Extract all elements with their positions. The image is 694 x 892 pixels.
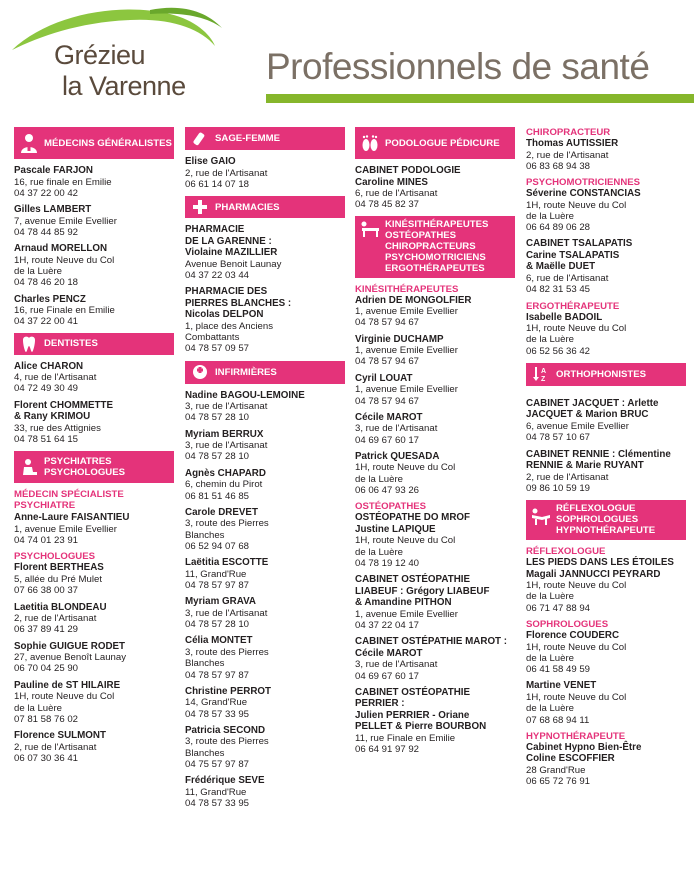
entry-phone: 04 78 46 20 18 [14,277,79,289]
entry-address: 33, rue des Attignies [14,422,101,434]
entry-address: 1H, route Neuve du Col [526,641,627,653]
list-item [355,636,515,682]
list-item [355,412,515,446]
entry-name: CABINET OSTÉOPATHIE PERRIER : [355,686,471,710]
entry-address: Combattants [185,331,240,343]
list-item [355,373,515,407]
list-item [185,507,345,552]
entry-address: 3, rue de l'Artisanat [355,423,438,435]
entry-name: Martine VENET [526,680,597,692]
entry-phone: 04 82 31 53 45 [526,284,591,296]
entry-name-2: PIERRES BLANCHES : [185,297,292,309]
entry-name: Pascale FARJON [14,165,93,176]
page-title: Professionnels de santé [266,46,650,87]
entry-address: 1H, route Neuve du Col [526,691,627,703]
kine-list [355,284,515,756]
pharmacies-list [185,224,345,354]
list-item [14,562,174,596]
massage-table-icon [355,219,385,274]
entry-phone: 06 61 14 07 18 [185,178,250,190]
entry-address: de la Luère [526,652,575,664]
entry-name-2: Caroline MINES [355,176,428,188]
entry-name-2: Carine TSALAPATIS [526,249,620,261]
entry-address: Blanches [185,747,225,759]
list-item [14,165,174,199]
section-title: KINÉSITHÉRAPEUTES [385,218,489,230]
entry-address: 16, rue Finale en Emilie [14,305,115,317]
entry-name-2: LIABEUF : Grégory LIABEUF [355,585,490,597]
section-title: ORTHOPHONISTES [556,368,647,380]
reflexo-list [526,546,686,787]
entry-name-2: DE LA GARENNE : [185,235,272,247]
section-title: PSYCHOMOTRICIENS [385,251,486,263]
entry-name: CABINET PODOLOGIE [355,165,461,176]
entry-phone: 04 78 57 09 57 [185,343,250,355]
entry-name: Florence SULMONT [14,730,106,742]
list-item [526,449,686,495]
subsection-title: CHIROPRACTEUR [526,127,611,138]
entry-phone: 09 86 10 59 19 [526,482,591,494]
entry-name: Carole DREVET [185,506,258,518]
entry-name: Patrick QUESADA [355,450,440,462]
entry-address: 2, rue de l'Artisanat [14,613,97,625]
entry-name: Virginie DUCHAMP [355,333,444,345]
section-banner-orthophonistes [526,363,686,386]
entry-name-2: Justine LAPIQUE [355,523,436,535]
entry-phone: 04 78 45 82 37 [355,199,420,211]
entry-name: Nadine BAGOU-LEMOINE [185,389,305,401]
entry-address: de la Luère [526,703,575,715]
column-4 [526,127,686,792]
list-item [526,138,686,172]
section-title: MÉDECINS GÉNÉRALISTES [44,137,172,149]
subsection-title: MÉDECIN SPÉCIALISTE PSYCHIATRE [14,489,124,512]
entry-address: 27, avenue Benoît Launay [14,652,127,664]
section-title: OSTÉOPATHES [385,229,457,241]
entry-address: 3, rue de l'Artisanat [185,401,268,413]
entry-phone: 06 83 68 94 38 [526,160,591,172]
entry-phone: 04 37 22 00 42 [14,187,79,199]
entry-name: Isabelle BADOIL [526,311,603,323]
entry-name: CABINET JACQUET : Arlette [526,397,659,409]
section-banner-psy [14,451,174,483]
entry-phone: 06 70 04 25 90 [14,663,79,675]
entry-name: Charles PENCZ [14,293,86,305]
entry-name: Sophie GUIGUE RODET [14,640,126,652]
svg-text:A: A [541,368,547,376]
entry-name: Agnès CHAPARD [185,467,266,479]
entry-address: 3, rue de l'Artisanat [355,659,438,671]
subsection-title: OSTÉOPATHES [355,501,427,513]
entry-address: de la Luère [355,473,404,485]
list-item [185,224,345,281]
az-sort-icon [526,366,556,382]
entry-phone: 06 64 91 97 92 [355,744,420,756]
section-banner-sagefemme [185,127,345,150]
list-item [355,451,515,496]
entry-name: Myriam GRAVA [185,596,256,608]
section-title: CHIROPRACTEURS [385,240,476,252]
entry-address: 14, Grand'Rue [185,697,248,709]
entry-address: 2, rue de l'Artisanat [14,741,97,753]
entry-address: 5, allée du Pré Mulet [14,573,102,585]
entry-name: Célia MONTET [185,635,253,647]
entry-address: de la Luère [526,210,575,222]
list-item [185,156,345,190]
section-title: INFIRMIÈRES [215,366,277,378]
list-item [14,680,174,725]
entry-name: CABINET TSALAPATIS [526,238,633,250]
entry-address: 1H, route Neuve du Col [526,323,627,335]
entry-name: PHARMACIE DES [185,286,268,298]
entry-phone: 04 78 19 12 40 [355,557,420,569]
entry-address: 1H, route Neuve du Col [355,535,456,547]
entry-address: 1, avenue Emile Evellier [355,608,458,620]
psy-icon [14,458,44,476]
entry-phone: 04 78 57 94 67 [355,317,420,329]
entry-name: Elise GAIO [185,156,236,167]
entry-name: Frédérique SEVE [185,775,265,787]
entry-address: Blanches [185,529,225,541]
list-item [526,312,686,357]
list-item [185,468,345,502]
entry-phone: 04 78 57 97 87 [185,669,250,681]
list-item [526,557,686,614]
entry-address: 1, place des Anciens [185,320,274,332]
entry-address: 6, chemin du Pirot [185,479,263,491]
entry-name-3: Nicolas DELPON [185,309,264,321]
list-item [526,680,686,725]
entry-phone: 04 78 44 85 92 [14,226,79,238]
entry-phone: 07 68 68 94 11 [526,714,590,726]
list-item [14,204,174,238]
ortho-list [526,398,686,494]
entry-name: Anne-Laure FAISANTIEU [14,512,130,524]
section-title: DENTISTES [44,338,98,350]
entry-phone: 04 74 01 23 91 [14,535,79,547]
section-title: RÉFLEXOLOGUE [556,503,636,515]
subsection-title: RÉFLEXOLOGUE [526,546,606,558]
entry-phone: 04 69 67 60 17 [355,434,420,446]
list-item [185,557,345,591]
entry-phone: 04 78 57 10 67 [526,432,591,444]
list-item [185,429,345,463]
section-banner-infirmieres [185,361,345,384]
entry-name-3: & Amandine PITHON [355,597,452,609]
list-item [355,574,515,631]
entry-name-2: Cécile MAROT [355,647,423,659]
list-item [14,294,174,328]
dentistes-list [14,361,174,446]
column-2 [185,127,345,814]
list-item [185,286,345,354]
entry-phone: 06 06 47 93 26 [355,485,420,497]
list-item [14,602,174,636]
section-title: PSYCHIATRES PSYCHOLOGUES [44,456,126,479]
entry-phone: 04 78 51 64 15 [14,434,79,446]
list-item [14,361,174,395]
entry-phone: 04 37 22 04 17 [355,620,420,632]
entry-address: 28 Grand'Rue [526,764,586,776]
entry-phone: 06 71 47 88 94 [526,602,591,614]
entry-name: PHARMACIE [185,224,245,236]
section-title: PODOLOGUE PÉDICURE [385,137,500,149]
entry-name: Séverine CONSTANCIAS [526,188,641,200]
entry-address: 11, rue Finale en Emilie [355,732,456,744]
section-title: PHARMACIES [215,201,280,213]
entry-name: OSTÉOPATHE DO MROF [355,512,471,524]
entry-address: Avenue Benoit Launay [185,258,282,270]
section-title-lines [385,219,488,274]
list-item [14,730,174,764]
entry-phone: 04 78 57 28 10 [185,451,250,463]
subsection-title: ERGOTHÉRAPEUTE [526,300,620,312]
entry-phone: 04 75 57 97 87 [185,759,250,771]
entry-phone: 04 78 57 28 10 [185,619,250,631]
entry-name: Laëtitia ESCOTTE [185,557,269,569]
entry-address: 2, rue de l'Artisanat [526,471,609,483]
entry-name-3: Violaine MAZILLIER [185,247,278,259]
list-item [526,238,686,295]
psy-list [14,489,174,764]
entry-name-2: Coline ESCOFFIER [526,753,615,765]
logo-text-line2: la Varenne [62,71,186,101]
entry-name: CABINET RENNIE : Clémentine [526,448,671,460]
title-underline [266,94,694,103]
entry-address: 3, route des Pierres [185,518,269,530]
list-item [185,635,345,680]
entry-address: 2, rue de l'Artisanat [185,167,268,179]
entry-address: 1, avenue Emile Evellier [355,306,458,318]
entry-phone: 06 52 56 36 42 [526,345,591,357]
entry-name: Florent CHOMMETTE [14,399,114,411]
entry-address: 3, route des Pierres [185,646,269,658]
entry-address: 1H, route Neuve du Col [14,691,115,703]
entry-address: 6, avenue Emile Evellier [526,420,629,432]
entry-address: de la Luère [526,334,575,346]
section-title: SAGE-FEMME [215,133,281,144]
entry-name: Adrien DE MONGOLFIER [355,294,472,306]
entry-phone: 04 37 22 03 44 [185,269,250,281]
entry-phone: 06 37 89 41 29 [14,624,79,636]
entry-name: Pauline de ST HILAIRE [14,679,121,691]
entry-address: 6, rue de l'Artisanat [355,188,438,199]
subsection-title: HYPNOTHÉRAPEUTE [526,730,626,742]
entry-phone: 04 78 57 33 95 [185,708,250,720]
baby-bottle-icon [185,131,215,147]
list-item [526,188,686,233]
entry-phone: 04 78 57 97 87 [185,580,250,592]
medecins-list [14,165,174,328]
entry-phone: 06 52 94 07 68 [185,540,250,552]
doctor-icon [14,133,44,153]
entry-name: Alice CHARON [14,360,84,372]
entry-name: Cabinet Hypno Bien-Être [526,741,642,753]
subsection-title: KINÉSITHÉRAPEUTES [355,283,459,295]
entry-name-3: PELLET & Pierre BOURBON [355,721,487,733]
entry-phone: 04 78 57 28 10 [185,412,250,424]
list-item [14,400,174,446]
entry-address: 3, route des Pierres [185,736,269,748]
entry-name: Florence COUDERC [526,630,620,642]
entry-address: 1H, route Neuve du Col [355,462,456,474]
section-banner-medecins [14,127,174,159]
list-item [355,687,515,756]
entry-name-3: & Maëlle DUET [526,261,596,273]
entry-address: 11, Grand'Rue [185,786,247,798]
entry-address: 2, rue de l'Artisanat [526,149,609,161]
entry-address: 16, rue finale en Emilie [14,176,112,188]
entry-phone: 04 72 49 30 49 [14,383,79,395]
entry-phone: 06 41 58 49 59 [526,664,591,676]
list-item [355,512,515,569]
entry-address: 1, avenue Emile Evellier [355,345,458,357]
section-banner-pharmacies [185,196,345,218]
entry-name-2: RENNIE & Marie RUYANT [526,460,644,472]
section-banner-podologue [355,127,515,159]
column-1 [14,127,174,769]
entry-address: 1H, route Neuve du Col [526,580,627,592]
section-title-lines [556,503,655,536]
entry-address: 1, avenue Emile Evellier [355,384,458,396]
section-title: ERGOTHÉRAPEUTES [385,262,485,274]
entry-phone: 06 64 89 06 28 [526,222,591,234]
svg-text:Z: Z [541,376,546,383]
entry-name: Florent BERTHEAS [14,562,104,574]
entry-address: 4, rue de l'Artisanat [14,372,97,384]
section-banner-kine [355,216,515,278]
entry-address: de la Luère [526,591,575,603]
entry-address: 6, rue de l'Artisanat [526,272,609,284]
list-item [355,295,515,329]
entry-name: Cécile MAROT [355,411,423,423]
feet-icon [355,134,385,152]
entry-phone: 04 69 67 60 17 [355,670,420,682]
pharmacy-cross-icon [185,200,215,214]
entry-name: Laetitia BLONDEAU [14,601,107,613]
subsection-title: PSYCHOLOGUES [14,551,96,563]
entry-address: 1H, route Neuve du Col [526,199,627,211]
list-item [14,641,174,675]
column-3 [355,127,515,761]
entry-name: CABINET OSTÉOPATHIE [355,574,471,586]
tooth-icon [14,336,44,352]
list-item [185,775,345,809]
infirmieres-list [185,390,345,810]
logo-text-line1: Grézieu [54,40,146,70]
entry-name: Arnaud MORELLON [14,243,108,255]
entry-address: 3, rue de l'Artisanat [185,440,268,452]
entry-address: de la Luère [14,265,63,277]
subsection-title: SOPHROLOGUES [526,619,609,631]
list-item [526,742,686,788]
entry-name-2: Magali JANNUCCI PEYRARD [526,568,661,580]
entry-name: Patricia SECOND [185,724,266,736]
entry-phone: 06 81 51 46 85 [185,490,250,502]
entry-phone: 04 37 22 00 41 [14,316,79,328]
entry-name: CABINET OSTÉPATHIE MAROT : [355,636,508,648]
section-title: SOPHROLOGUES [556,514,639,526]
entry-phone: 07 66 38 00 37 [14,585,79,597]
section-title: HYPNOTHÉRAPEUTE [556,525,656,537]
entry-name-2: Julien PERRIER - Oriane [355,709,470,721]
entry-name-2: JACQUET & Marion BRUC [526,409,649,421]
list-item [526,630,686,675]
entry-address: 3, rue de l'Artisanat [185,607,268,619]
list-item [185,390,345,424]
relax-chair-icon [526,503,556,536]
entry-phone: 04 78 57 33 95 [185,798,250,810]
entry-phone: 04 78 57 94 67 [355,395,420,407]
entry-phone: 07 81 58 76 02 [14,713,79,725]
section-banner-reflexo [526,500,686,540]
list-item [355,334,515,368]
entry-address: 1, avenue Emile Evellier [14,523,117,535]
entry-name: Myriam BERRUX [185,428,264,440]
entry-address: 11, Grand'Rue [185,568,247,580]
entry-address: 1H, route Neuve du Col [14,254,115,266]
entry-name-2: & Rany KRIMOU [14,411,91,423]
entry-address: Blanches [185,658,225,670]
list-item [185,686,345,720]
entry-name: Christine PERROT [185,685,272,697]
list-item [185,725,345,770]
entry-address: 7, avenue Emile Evellier [14,215,117,227]
section-banner-dentistes [14,333,174,355]
nurse-icon [185,364,215,380]
entry-phone: 06 07 30 36 41 [14,752,79,764]
list-item [185,596,345,630]
list-item [355,165,515,211]
list-item [526,398,686,444]
entry-address: de la Luère [355,546,404,558]
entry-phone: 04 78 57 94 67 [355,356,420,368]
subsection-title: PSYCHOMOTRICIENNES [526,177,641,189]
entry-name: Gilles LAMBERT [14,204,92,216]
entry-name: Thomas AUTISSIER [526,138,619,149]
entry-phone: 06 65 72 76 91 [526,776,591,788]
entry-address: de la Luère [14,702,63,714]
page-header [0,0,694,110]
list-item [14,243,174,288]
entry-name: Cyril LOUAT [355,372,413,384]
entry-name: LES PIEDS DANS LES ÉTOILES [526,557,674,569]
list-item [14,512,174,546]
